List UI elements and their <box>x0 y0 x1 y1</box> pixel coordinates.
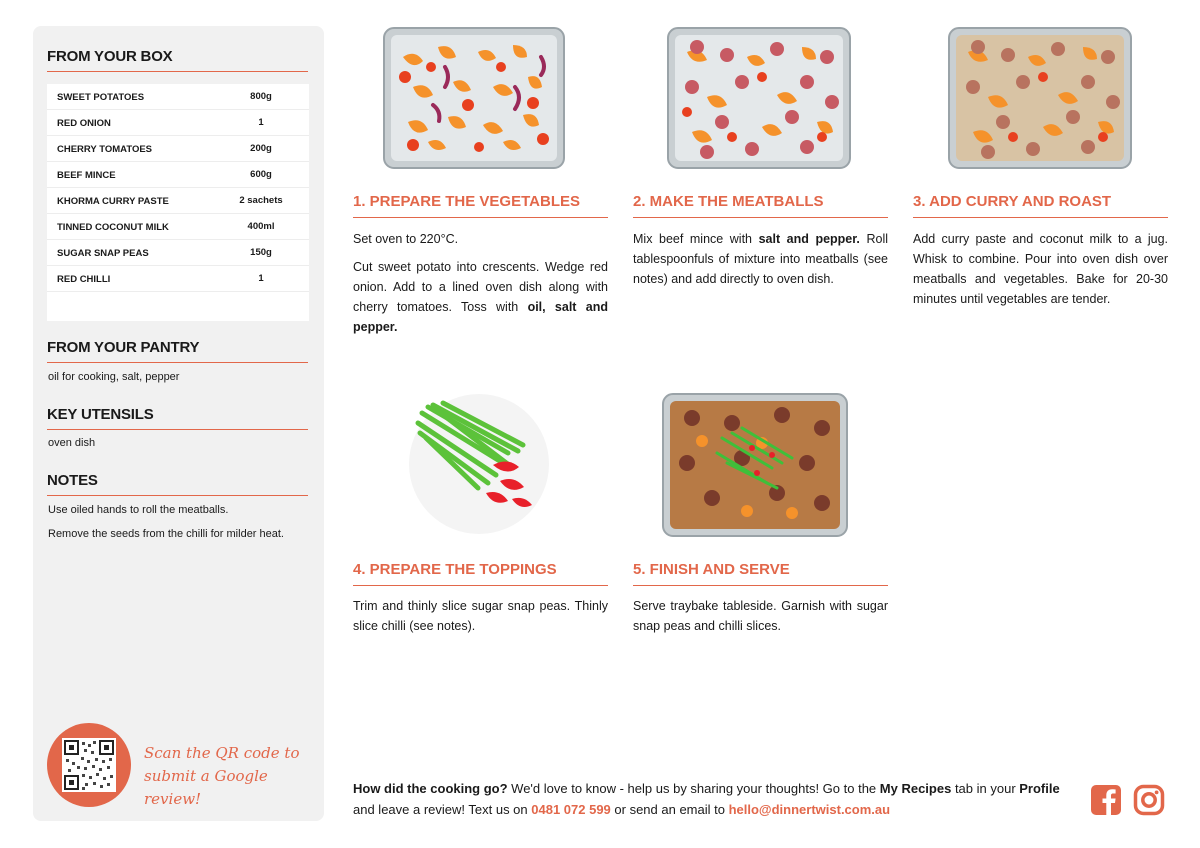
step-1-title: 1. PREPARE THE VEGETABLES <box>353 193 580 210</box>
table-row <box>47 136 309 162</box>
utensils-text: oven dish <box>48 437 96 449</box>
ingredient-name: CHERRY TOMATOES <box>57 144 153 155</box>
ingredient-qty: 200g <box>250 143 272 154</box>
note-line: Remove the seeds from the chilli for milder heat. <box>48 528 284 540</box>
ingredient-name: BEEF MINCE <box>57 170 116 181</box>
step-2-body <box>633 229 888 297</box>
footer-text: We'd love to know - help us by sharing your thoughts! Go to the <box>507 781 880 796</box>
profile-label: Profile <box>1019 781 1060 796</box>
divider <box>913 217 1168 218</box>
qr-code-icon[interactable] <box>62 738 116 792</box>
from-your-box-title: FROM YOUR BOX <box>47 48 173 65</box>
divider <box>47 71 308 72</box>
step-text-bold: oil, salt and pepper. <box>353 300 608 334</box>
ingredient-name: KHORMA CURRY PASTE <box>57 196 169 207</box>
step-3-text: Add curry paste and coconut milk to a jug. Whisk to combine. Pour into oven dish over meatballs and vegetables. Bake for 20-30 minutes until vegetables are tender. <box>913 232 1168 306</box>
key-utensils-title: KEY UTENSILS <box>47 406 154 423</box>
ingredient-table <box>47 84 309 321</box>
divider <box>633 217 888 218</box>
divider <box>47 495 308 496</box>
ingredient-qty: 2 sachets <box>239 195 283 206</box>
qr-badge <box>47 723 131 807</box>
qr-instructions: Scan the QR code to submit a Google review! <box>144 744 300 808</box>
ingredient-name: SUGAR SNAP PEAS <box>57 248 149 259</box>
from-your-pantry-title: FROM YOUR PANTRY <box>47 339 200 356</box>
footer-text: tab in your <box>951 781 1020 796</box>
step-2-title: 2. MAKE THE MEATBALLS <box>633 193 824 210</box>
table-row <box>47 266 309 292</box>
step-4-image <box>408 393 550 540</box>
step-1-image <box>383 27 565 174</box>
step-3-title: 3. ADD CURRY AND ROAST <box>913 193 1112 210</box>
ingredient-name: RED CHILLI <box>57 274 111 285</box>
phone-link[interactable]: 0481 072 599 <box>531 802 611 817</box>
table-row <box>47 240 309 266</box>
ingredient-qty: 400ml <box>247 221 275 232</box>
divider <box>47 362 308 363</box>
divider <box>353 585 608 586</box>
footer-question: How did the cooking go? <box>353 781 508 796</box>
notes-title: NOTES <box>47 472 98 489</box>
divider <box>633 585 888 586</box>
pantry-text: oil for cooking, salt, pepper <box>48 371 180 383</box>
step-3-image <box>948 27 1132 174</box>
step-1-body <box>353 229 608 345</box>
step-1-text: Set oven to 220°C. <box>353 232 459 246</box>
step-text-bold: salt and pepper. <box>758 232 860 246</box>
step-5-body <box>633 596 888 644</box>
ingredient-name: RED ONION <box>57 118 111 129</box>
ingredient-qty: 150g <box>250 247 272 258</box>
divider <box>353 217 608 218</box>
divider <box>47 429 308 430</box>
step-2-text <box>633 229 888 289</box>
step-1-text <box>353 257 608 337</box>
ingredient-qty: 800g <box>250 91 272 102</box>
table-row <box>47 84 309 110</box>
ingredient-name: SWEET POTATOES <box>57 92 145 103</box>
step-5-text: Serve traybake tableside. Garnish with sugar snap peas and chilli slices. <box>633 599 888 633</box>
note-line: Use oiled hands to roll the meatballs. <box>48 504 229 516</box>
step-text: Cut sweet potato into crescents. Wedge red onion. Add to a lined oven dish along with cherry tomatoes. Toss with <box>353 260 608 314</box>
my-recipes-label: My Recipes <box>879 781 952 796</box>
table-row <box>47 188 309 214</box>
step-text: Mix beef mince with <box>633 232 759 246</box>
step-2-image <box>667 27 851 174</box>
email-link[interactable]: hello@dinnertwist.com.au <box>728 802 891 817</box>
footer-text: and leave a review! Text us on <box>353 802 532 817</box>
table-row <box>47 110 309 136</box>
table-row <box>47 162 309 188</box>
step-4-title: 4. PREPARE THE TOPPINGS <box>353 561 557 578</box>
step-text: Roll tablespoonfuls of mixture into meatballs (see notes) and add directly to oven dish. <box>633 232 889 286</box>
table-row <box>47 214 309 240</box>
step-5-title: 5. FINISH AND SERVE <box>633 561 790 578</box>
facebook-icon[interactable] <box>1090 784 1122 821</box>
ingredient-qty: 1 <box>258 273 264 284</box>
review-footer <box>353 778 1073 820</box>
sidebar <box>33 26 324 821</box>
ingredient-name: TINNED COCONUT MILK <box>57 222 169 233</box>
step-3-body <box>913 229 1168 317</box>
step-4-body <box>353 596 608 644</box>
ingredient-qty: 1 <box>258 117 264 128</box>
step-4-text: Trim and thinly slice sugar snap peas. Thinly slice chilli (see notes). <box>353 599 608 633</box>
ingredient-qty: 600g <box>250 169 272 180</box>
footer-text: or send an email to <box>610 802 729 817</box>
instagram-icon[interactable] <box>1133 784 1165 821</box>
step-5-image <box>662 393 848 542</box>
